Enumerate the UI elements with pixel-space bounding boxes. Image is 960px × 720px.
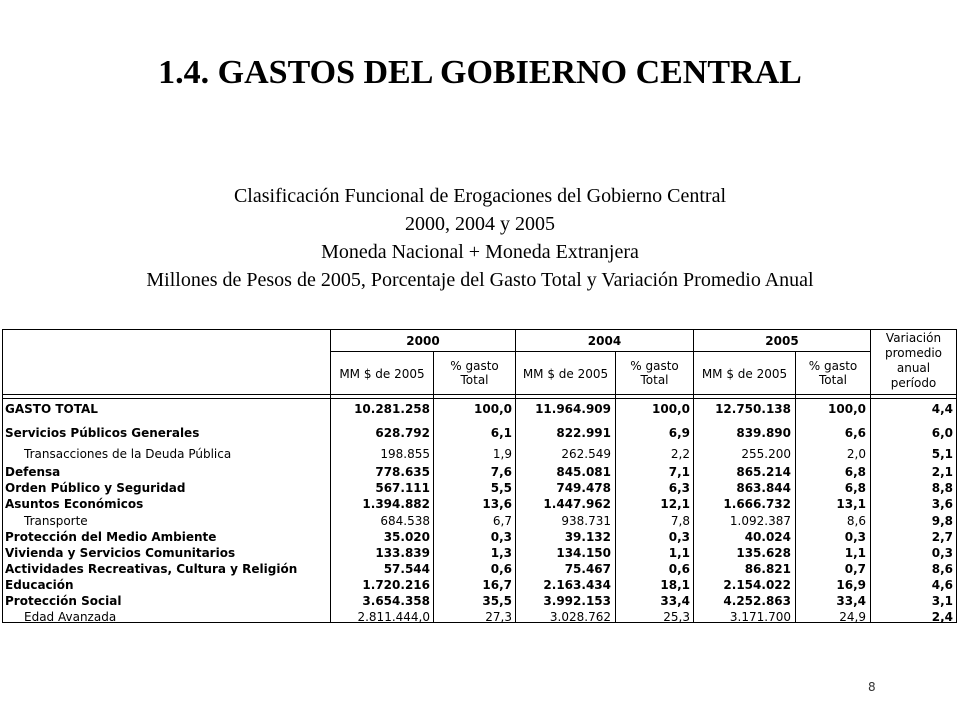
row-value: 135.628	[736, 546, 791, 560]
row-value: 0,3	[490, 530, 512, 544]
row-label: Protección del Medio Ambiente	[5, 530, 217, 544]
row-value: 6,8	[844, 465, 866, 479]
row-label: Educación	[5, 578, 74, 592]
slide-title: 1.4. GASTOS DEL GOBIERNO CENTRAL	[158, 54, 802, 91]
row-label: Transacciones de la Deuda Pública	[24, 447, 232, 461]
row-value: 6,1	[490, 426, 512, 440]
row-label: Vivienda y Servicios Comunitarios	[5, 546, 236, 560]
row-value: 134.150	[556, 546, 611, 560]
row-value: 9,8	[931, 514, 953, 528]
row-value: 4,4	[931, 402, 953, 416]
row-value: 0,3	[668, 530, 690, 544]
row-label: GASTO TOTAL	[5, 402, 98, 416]
row-value: 2.163.434	[543, 578, 611, 592]
row-value: 13,6	[482, 497, 512, 511]
row-value: 3.171.700	[729, 610, 791, 624]
row-label: Orden Público y Seguridad	[5, 481, 186, 495]
row-value: 2,2	[670, 447, 690, 461]
row-label: Actividades Recreativas, Cultura y Religión	[5, 562, 298, 576]
row-value: 7,1	[668, 465, 690, 479]
row-value: 1,1	[668, 546, 690, 560]
row-value: 2,1	[931, 465, 953, 479]
row-value: 12,1	[660, 497, 690, 511]
row-value: 6,9	[668, 426, 690, 440]
row-value: 11.964.909	[535, 402, 611, 416]
row-label: Transporte	[24, 514, 88, 528]
row-value: 3.654.358	[362, 594, 430, 608]
row-value: 27,3	[485, 610, 512, 624]
row-value: 8,8	[931, 481, 953, 495]
row-value: 845.081	[556, 465, 611, 479]
year-header-2005: 2005	[765, 334, 799, 348]
row-label: Protección Social	[5, 594, 122, 608]
row-value: 57.544	[383, 562, 430, 576]
row-value: 2,4	[931, 610, 953, 624]
row-value: 863.844	[736, 481, 791, 495]
row-value: 24,9	[839, 610, 866, 624]
row-value: 100,0	[652, 402, 690, 416]
row-value: 16,9	[836, 578, 866, 592]
row-value: 39.132	[564, 530, 611, 544]
row-value: 0,6	[668, 562, 690, 576]
row-value: 1.394.882	[362, 497, 430, 511]
row-value: 16,7	[482, 578, 512, 592]
variation-header: Variación promedio anual período	[885, 331, 942, 390]
row-value: 86.821	[744, 562, 791, 576]
row-value: 6,7	[492, 514, 512, 528]
row-value: 18,1	[660, 578, 690, 592]
row-label: Edad Avanzada	[24, 610, 117, 624]
row-value: 0,3	[931, 546, 953, 560]
row-value: 3.028.762	[549, 610, 611, 624]
row-value: 628.792	[375, 426, 430, 440]
row-value: 35.020	[383, 530, 430, 544]
row-value: 1.666.732	[723, 497, 791, 511]
row-value: 4.252.863	[723, 594, 791, 608]
row-value: 3,6	[931, 497, 953, 511]
row-value: 938.731	[561, 514, 611, 528]
row-value: 1.092.387	[729, 514, 791, 528]
row-value: 33,4	[836, 594, 866, 608]
row-value: 3.992.153	[543, 594, 611, 608]
row-value: 262.549	[561, 447, 611, 461]
row-value: 0,7	[844, 562, 866, 576]
row-value: 7,8	[670, 514, 690, 528]
row-value: 839.890	[736, 426, 791, 440]
row-value: 567.111	[375, 481, 430, 495]
row-value: 6,3	[668, 481, 690, 495]
row-value: 1,9	[492, 447, 512, 461]
row-value: 1,3	[490, 546, 512, 560]
row-value: 6,0	[931, 426, 953, 440]
subheader-mm-2005: MM $ de 2005	[701, 367, 788, 381]
row-value: 1,1	[844, 546, 866, 560]
row-value: 3,1	[931, 594, 953, 608]
row-value: 0,3	[844, 530, 866, 544]
row-value: 2.811.444,0	[357, 610, 430, 624]
row-value: 33,4	[660, 594, 690, 608]
row-label: Servicios Públicos Generales	[5, 426, 200, 440]
row-value: 749.478	[556, 481, 611, 495]
row-value: 684.538	[380, 514, 430, 528]
row-value: 865.214	[736, 465, 791, 479]
row-value: 6,8	[844, 481, 866, 495]
year-header-2004: 2004	[587, 334, 622, 348]
row-value: 1.447.962	[543, 497, 611, 511]
row-value: 255.200	[741, 447, 791, 461]
row-label: Asuntos Económicos	[5, 497, 144, 511]
row-value: 8,6	[931, 562, 953, 576]
row-value: 100,0	[828, 402, 866, 416]
caption-line-1: Clasificación Funcional de Erogaciones del Gobierno Central	[233, 185, 727, 207]
row-value: 0,6	[490, 562, 512, 576]
year-header-2000: 2000	[406, 334, 440, 348]
row-label: Defensa	[5, 465, 61, 479]
row-value: 35,5	[482, 594, 512, 608]
subheader-pct-2000: % gasto Total	[450, 359, 499, 387]
row-value: 10.281.258	[354, 402, 430, 416]
row-value: 75.467	[564, 562, 611, 576]
row-value: 198.855	[380, 447, 430, 461]
page-number: 8	[868, 680, 876, 694]
row-value: 12.750.138	[715, 402, 791, 416]
row-value: 2,7	[931, 530, 953, 544]
row-value: 40.024	[744, 530, 791, 544]
row-value: 4,6	[931, 578, 953, 592]
row-value: 2.154.022	[723, 578, 791, 592]
row-value: 2,0	[846, 447, 866, 461]
row-value: 25,3	[663, 610, 690, 624]
row-value: 6,6	[844, 426, 866, 440]
row-value: 13,1	[836, 497, 866, 511]
row-value: 1.720.216	[362, 578, 430, 592]
row-value: 778.635	[375, 465, 430, 479]
row-value: 133.839	[375, 546, 430, 560]
row-value: 8,6	[846, 514, 866, 528]
row-value: 822.991	[556, 426, 611, 440]
row-value: 100,0	[474, 402, 512, 416]
subheader-pct-2005: % gasto Total	[808, 359, 858, 387]
row-value: 5,1	[931, 447, 953, 461]
subheader-mm-2004: MM $ de 2005	[522, 367, 609, 381]
caption-line-3: Moneda Nacional + Moneda Extranjera	[321, 241, 639, 263]
caption-line-2: 2000, 2004 y 2005	[405, 213, 555, 235]
row-value: 5,5	[490, 481, 512, 495]
row-value: 7,6	[490, 465, 512, 479]
subheader-pct-2004: % gasto Total	[630, 359, 679, 387]
caption-line-4: Millones de Pesos de 2005, Porcentaje del Gasto Total y Variación Promedio Anual	[146, 269, 814, 291]
subheader-mm-2000: MM $ de 2005	[339, 367, 425, 381]
